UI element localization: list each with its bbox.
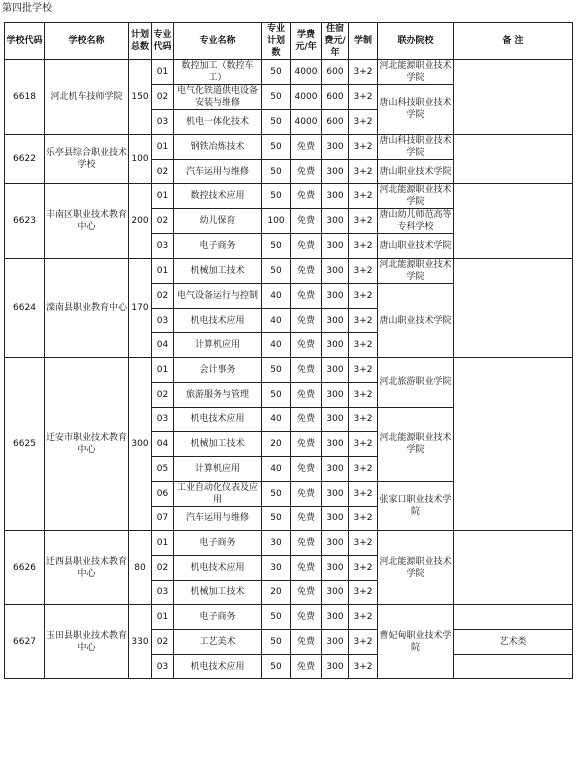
major-code: 03 — [152, 234, 174, 259]
tuition: 4000 — [291, 85, 322, 110]
notes-cell — [454, 134, 573, 184]
major-plan: 40 — [262, 308, 291, 333]
lodging: 300 — [322, 184, 349, 209]
major-code: 01 — [152, 60, 174, 85]
table-row — [5, 358, 573, 383]
major-name: 计算机应用 — [174, 456, 262, 481]
lodging: 300 — [322, 605, 349, 630]
lodging: 300 — [322, 407, 349, 432]
major-code: 04 — [152, 432, 174, 457]
partner-college: 河北能源职业技术学院 — [379, 260, 452, 283]
major-name: 电子商务 — [174, 605, 262, 630]
partner-college: 河北旅游职业学院 — [378, 358, 454, 407]
lodging: 600 — [322, 110, 349, 135]
lodging: 300 — [322, 654, 349, 679]
major-plan: 50 — [262, 134, 291, 159]
school-code: 6623 — [5, 184, 45, 259]
major-plan: 40 — [262, 333, 291, 358]
tuition: 免费 — [291, 630, 322, 655]
school-system: 3+2 — [349, 481, 378, 506]
major-name: 电子商务 — [174, 234, 262, 259]
major-name: 机械加工技术 — [174, 432, 262, 457]
tuition: 免费 — [291, 134, 322, 159]
partner-college: 张家口职业技术学院 — [378, 481, 454, 531]
major-plan: 50 — [262, 605, 291, 630]
major-name: 电气化铁道供电设备安装与维修 — [174, 85, 262, 110]
school-name: 玉田县职业技术教育中心 — [45, 605, 129, 679]
notes-cell — [454, 605, 573, 630]
table-header-row — [5, 23, 573, 60]
major-code: 03 — [152, 580, 174, 605]
tuition: 免费 — [291, 159, 322, 184]
school-system: 3+2 — [349, 630, 378, 655]
notes-cell — [454, 531, 573, 605]
major-name: 电子商务 — [174, 531, 262, 556]
page-caption: 第四批学校 — [2, 3, 52, 14]
tuition: 免费 — [291, 407, 322, 432]
school-name: 丰南区职业技术教育中心 — [45, 184, 129, 259]
major-code: 06 — [152, 481, 174, 506]
school-name: 乐亭县综合职业技术学校 — [45, 134, 129, 184]
school-system: 3+2 — [349, 209, 378, 234]
partner-college: 河北能源职业技术学院 — [378, 531, 454, 605]
tuition: 免费 — [291, 382, 322, 407]
major-code: 02 — [152, 382, 174, 407]
major-name: 旅游服务与管理 — [174, 382, 262, 407]
major-code: 02 — [152, 555, 174, 580]
lodging: 600 — [322, 60, 349, 85]
lodging: 300 — [322, 333, 349, 358]
lodging: 300 — [322, 259, 349, 284]
lodging: 300 — [322, 382, 349, 407]
tuition: 免费 — [291, 284, 322, 309]
tuition: 免费 — [291, 358, 322, 383]
header-major-plan: 专业计划数 — [262, 23, 291, 60]
lodging: 300 — [322, 531, 349, 556]
lodging: 300 — [322, 234, 349, 259]
table-row — [5, 605, 573, 630]
major-plan: 100 — [262, 209, 291, 234]
school-system: 3+2 — [349, 308, 378, 333]
major-code: 03 — [152, 308, 174, 333]
major-plan: 20 — [262, 580, 291, 605]
school-system: 3+2 — [349, 259, 378, 284]
tuition: 免费 — [291, 333, 322, 358]
major-plan: 50 — [262, 358, 291, 383]
major-name: 汽车运用与维修 — [174, 506, 262, 531]
school-name: 迁西县职业技术教育中心 — [45, 531, 129, 605]
major-code: 01 — [152, 531, 174, 556]
header-system: 学制 — [349, 23, 378, 60]
school-name: 滦南县职业教育中心 — [45, 259, 129, 358]
school-system: 3+2 — [349, 654, 378, 679]
major-code: 02 — [152, 209, 174, 234]
major-plan: 40 — [262, 284, 291, 309]
partner-college: 唐山科技职业技术学院 — [378, 85, 454, 135]
notes-cell — [454, 184, 573, 259]
school-system: 3+2 — [349, 432, 378, 457]
header-lodging: 住宿费元/年 — [322, 23, 349, 60]
lodging: 300 — [322, 159, 349, 184]
major-code: 07 — [152, 506, 174, 531]
tuition: 免费 — [291, 234, 322, 259]
major-code: 04 — [152, 333, 174, 358]
lodging: 300 — [322, 358, 349, 383]
major-name: 计算机应用 — [174, 333, 262, 358]
lodging: 300 — [322, 308, 349, 333]
school-system: 3+2 — [349, 60, 378, 85]
major-plan: 50 — [262, 630, 291, 655]
school-system: 3+2 — [349, 134, 378, 159]
school-code: 6627 — [5, 605, 45, 679]
header-partner: 联办院校 — [378, 23, 454, 60]
major-name: 机电一体化技术 — [174, 110, 262, 135]
major-code: 01 — [152, 184, 174, 209]
school-code: 6622 — [5, 134, 45, 184]
tuition: 免费 — [291, 531, 322, 556]
lodging: 300 — [322, 506, 349, 531]
major-code: 01 — [152, 259, 174, 284]
header-school-name: 学校名称 — [45, 23, 129, 60]
table-row — [5, 531, 573, 556]
school-system: 3+2 — [349, 506, 378, 531]
major-plan: 50 — [262, 506, 291, 531]
major-code: 02 — [152, 159, 174, 184]
major-plan: 50 — [262, 382, 291, 407]
school-system: 3+2 — [349, 159, 378, 184]
lodging: 300 — [322, 481, 349, 506]
tuition: 免费 — [291, 580, 322, 605]
header-plan-total: 计划总数 — [129, 23, 152, 60]
tuition: 免费 — [291, 456, 322, 481]
major-plan: 50 — [262, 60, 291, 85]
major-plan: 50 — [262, 234, 291, 259]
major-code: 01 — [152, 358, 174, 383]
header-tuition: 学费元/年 — [291, 23, 322, 60]
partner-college: 河北能源职业技术学院 — [378, 407, 454, 481]
table-row — [5, 60, 573, 85]
tuition: 免费 — [291, 555, 322, 580]
tuition: 免费 — [291, 481, 322, 506]
lodging: 300 — [322, 630, 349, 655]
major-code: 02 — [152, 630, 174, 655]
partner-college: 河北能源职业技术学院 — [379, 185, 452, 208]
major-name: 工业自动化仪表及应用 — [174, 481, 262, 506]
school-code: 6626 — [5, 531, 45, 605]
major-plan: 50 — [262, 654, 291, 679]
school-code: 6618 — [5, 60, 45, 135]
partner-college: 曹妃甸职业技术学院 — [378, 605, 454, 679]
tuition: 免费 — [291, 259, 322, 284]
major-name: 电气设备运行与控制 — [174, 284, 262, 309]
school-system: 3+2 — [349, 234, 378, 259]
plan-total: 200 — [129, 184, 152, 259]
major-plan: 30 — [262, 531, 291, 556]
major-plan: 50 — [262, 110, 291, 135]
major-name: 数控技术应用 — [174, 184, 262, 209]
major-code: 03 — [152, 654, 174, 679]
school-name: 迁安市职业技术教育中心 — [45, 358, 129, 531]
partner-college: 唐山职业技术学院 — [378, 159, 454, 184]
major-name: 机械加工技术 — [174, 259, 262, 284]
partner-college: 唐山职业技术学院 — [378, 284, 454, 358]
major-name: 机电技术应用 — [174, 555, 262, 580]
major-name: 会计事务 — [174, 358, 262, 383]
table-row — [5, 184, 573, 209]
school-system: 3+2 — [349, 333, 378, 358]
plan-total: 330 — [129, 605, 152, 679]
major-code: 01 — [152, 605, 174, 630]
major-plan: 20 — [262, 432, 291, 457]
major-plan: 50 — [262, 159, 291, 184]
major-name: 机械加工技术 — [174, 580, 262, 605]
school-system: 3+2 — [349, 110, 378, 135]
major-code: 02 — [152, 284, 174, 309]
school-system: 3+2 — [349, 284, 378, 309]
header-major-code: 专业代码 — [152, 23, 174, 60]
school-system: 3+2 — [349, 531, 378, 556]
major-name: 汽车运用与维修 — [174, 159, 262, 184]
lodging: 300 — [322, 432, 349, 457]
admission-plan-table — [4, 22, 573, 679]
major-plan: 50 — [262, 85, 291, 110]
tuition: 免费 — [291, 432, 322, 457]
school-system: 3+2 — [349, 407, 378, 432]
major-name: 机电技术应用 — [174, 308, 262, 333]
major-name: 钢铁冶炼技术 — [174, 134, 262, 159]
major-name: 幼儿保育 — [174, 209, 262, 234]
school-system: 3+2 — [349, 358, 378, 383]
notes-cell — [454, 259, 573, 358]
tuition: 免费 — [291, 605, 322, 630]
header-school-code: 学校代码 — [5, 23, 45, 60]
major-name: 数控加工（数控车工） — [174, 60, 262, 85]
school-system: 3+2 — [349, 184, 378, 209]
major-code: 03 — [152, 110, 174, 135]
notes-cell: 艺术类 — [454, 630, 573, 655]
tuition: 免费 — [291, 654, 322, 679]
table-row — [5, 259, 573, 284]
school-code: 6625 — [5, 358, 45, 531]
plan-total: 150 — [129, 60, 152, 135]
tuition: 4000 — [291, 60, 322, 85]
plan-total: 80 — [129, 531, 152, 605]
school-system: 3+2 — [349, 382, 378, 407]
lodging: 300 — [322, 580, 349, 605]
lodging: 300 — [322, 284, 349, 309]
plan-total: 100 — [129, 134, 152, 184]
major-name: 机电技术应用 — [174, 654, 262, 679]
school-system: 3+2 — [349, 605, 378, 630]
school-system: 3+2 — [349, 555, 378, 580]
tuition: 免费 — [291, 184, 322, 209]
tuition: 4000 — [291, 110, 322, 135]
major-plan: 40 — [262, 456, 291, 481]
school-code: 6624 — [5, 259, 45, 358]
table-row — [5, 134, 573, 159]
major-name: 机电技术应用 — [174, 407, 262, 432]
partner-college: 唐山科技职业技术学院 — [379, 135, 452, 158]
major-code: 01 — [152, 134, 174, 159]
lodging: 300 — [322, 555, 349, 580]
partner-college: 河北能源职业技术学院 — [379, 61, 452, 83]
tuition: 免费 — [291, 506, 322, 531]
major-plan: 50 — [262, 481, 291, 506]
plan-total: 170 — [129, 259, 152, 358]
partner-college: 唐山幼儿师范高等专科学校 — [379, 210, 452, 233]
school-system: 3+2 — [349, 85, 378, 110]
major-plan: 30 — [262, 555, 291, 580]
major-plan: 50 — [262, 259, 291, 284]
school-name: 河北机车技师学院 — [45, 60, 129, 135]
major-plan: 40 — [262, 407, 291, 432]
partner-college: 唐山职业技术学院 — [378, 234, 454, 259]
lodging: 300 — [322, 456, 349, 481]
notes-cell — [454, 654, 573, 679]
tuition: 免费 — [291, 308, 322, 333]
tuition: 免费 — [291, 209, 322, 234]
major-code: 02 — [152, 85, 174, 110]
header-notes: 备 注 — [454, 23, 573, 60]
major-code: 05 — [152, 456, 174, 481]
header-major-name: 专业名称 — [174, 23, 262, 60]
notes-cell — [454, 358, 573, 531]
major-plan: 50 — [262, 184, 291, 209]
plan-total: 300 — [129, 358, 152, 531]
school-system: 3+2 — [349, 456, 378, 481]
lodging: 300 — [322, 134, 349, 159]
lodging: 600 — [322, 85, 349, 110]
major-code: 03 — [152, 407, 174, 432]
lodging: 300 — [322, 209, 349, 234]
notes-cell — [454, 60, 573, 135]
school-system: 3+2 — [349, 580, 378, 605]
major-name: 工艺美术 — [174, 630, 262, 655]
